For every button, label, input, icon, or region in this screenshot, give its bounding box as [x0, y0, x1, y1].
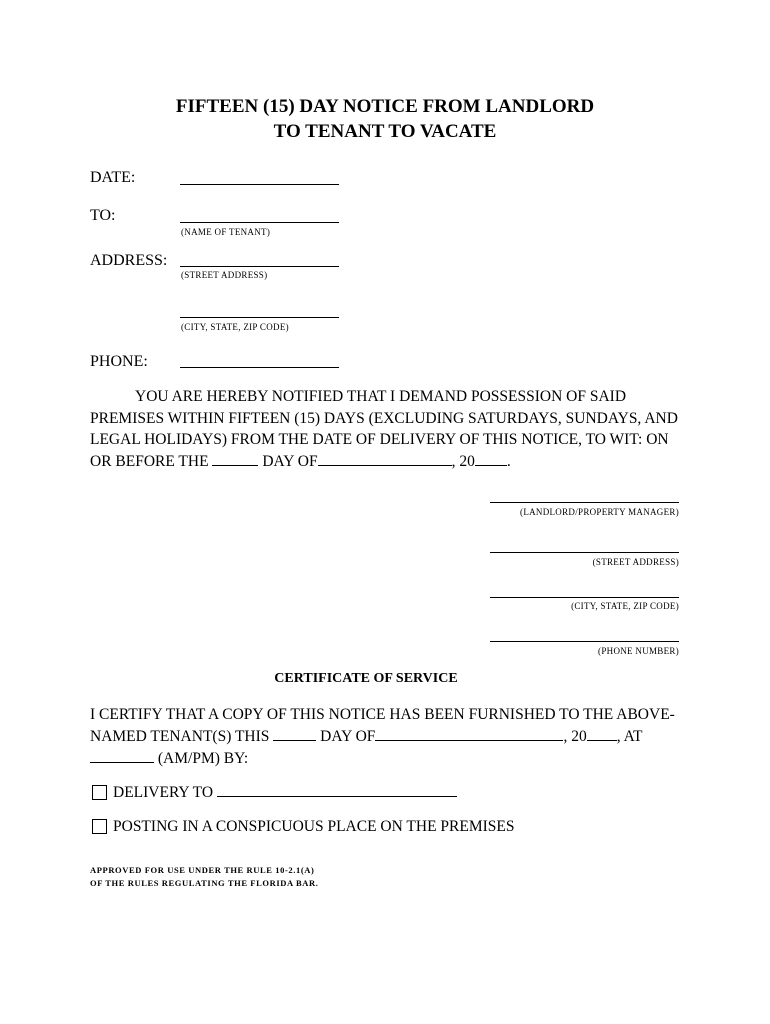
- landlord-phone-caption: (PHONE NUMBER): [598, 646, 679, 656]
- landlord-phone-field[interactable]: [490, 641, 679, 642]
- certificate-line-2-text-d: , AT: [616, 728, 643, 745]
- notice-line-1: YOU ARE HEREBY NOTIFIED THAT I DEMAND POSSESSION OF SAID: [135, 388, 627, 405]
- landlord-street-field[interactable]: [490, 552, 679, 553]
- notice-line-3: LEGAL HOLIDAYS) FROM THE DATE OF DELIVERY OF THIS NOTICE, TO WIT: ON: [90, 431, 669, 448]
- posting-option-label: POSTING IN A CONSPICUOUS PLACE ON THE PREMISES: [113, 818, 515, 835]
- notice-day-blank[interactable]: [212, 451, 258, 466]
- city-state-zip-field[interactable]: [180, 317, 339, 318]
- delivery-to-blank[interactable]: [217, 782, 457, 797]
- approval-footer-line2: OF THE RULES REGULATING THE FLORIDA BAR.: [90, 878, 319, 888]
- landlord-caption: (LANDLORD/PROPERTY MANAGER): [520, 507, 679, 517]
- notice-month-blank[interactable]: [318, 451, 452, 466]
- notice-line-4-text-b: DAY OF: [258, 453, 318, 470]
- approval-footer-line1: APPROVED FOR USE UNDER THE RULE 10-2.1(A): [90, 865, 315, 875]
- date-label: DATE:: [90, 169, 136, 186]
- landlord-city-caption: (CITY, STATE, ZIP CODE): [571, 601, 679, 611]
- address-label: ADDRESS:: [90, 252, 168, 269]
- certificate-day-blank[interactable]: [273, 726, 316, 741]
- certificate-month-blank[interactable]: [375, 726, 563, 741]
- notice-line-4-text-c: , 20: [451, 453, 475, 470]
- certificate-line-2: [90, 726, 643, 748]
- street-address-caption: (STREET ADDRESS): [181, 270, 268, 280]
- certificate-line-3-text: (AM/PM) BY:: [154, 750, 249, 767]
- certificate-line-1: I CERTIFY THAT A COPY OF THIS NOTICE HAS BEEN FURNISHED TO THE ABOVE-: [90, 706, 675, 723]
- notice-line-4-text-a: OR BEFORE THE: [90, 453, 213, 470]
- landlord-street-caption: (STREET ADDRESS): [592, 557, 679, 567]
- tenant-name-field[interactable]: [180, 222, 339, 223]
- delivery-option-label: DELIVERY TO: [113, 784, 217, 801]
- certificate-line-3: [90, 748, 248, 770]
- document-title-line2: TO TENANT TO VACATE: [273, 121, 497, 142]
- delivery-option: [113, 782, 457, 804]
- certificate-line-2-text-a: NAMED TENANT(S) THIS: [90, 728, 274, 745]
- certificate-time-blank[interactable]: [90, 748, 154, 763]
- tenant-name-caption: (NAME OF TENANT): [181, 227, 271, 237]
- document-title-line1: FIFTEEN (15) DAY NOTICE FROM LANDLORD: [175, 96, 595, 117]
- landlord-city-field[interactable]: [490, 597, 679, 598]
- certificate-line-2-text-c: , 20: [563, 728, 587, 745]
- phone-label: PHONE:: [90, 353, 148, 370]
- notice-line-2: PREMISES WITHIN FIFTEEN (15) DAYS (EXCLUDING SATURDAYS, SUNDAYS, AND: [90, 410, 678, 427]
- landlord-signature-field[interactable]: [490, 502, 679, 503]
- notice-line-4-text-d: .: [506, 453, 511, 470]
- certificate-year-blank[interactable]: [587, 726, 617, 741]
- date-field[interactable]: [180, 184, 339, 185]
- notice-year-blank[interactable]: [475, 451, 507, 466]
- certificate-heading: CERTIFICATE OF SERVICE: [274, 671, 458, 686]
- city-state-zip-caption: (CITY, STATE, ZIP CODE): [181, 322, 289, 332]
- to-label: TO:: [90, 207, 116, 224]
- street-address-field[interactable]: [180, 266, 339, 267]
- delivery-checkbox[interactable]: [92, 785, 107, 800]
- certificate-line-2-text-b: DAY OF: [316, 728, 376, 745]
- posting-checkbox[interactable]: [92, 819, 107, 834]
- phone-field[interactable]: [180, 367, 339, 368]
- notice-line-4: [90, 451, 511, 473]
